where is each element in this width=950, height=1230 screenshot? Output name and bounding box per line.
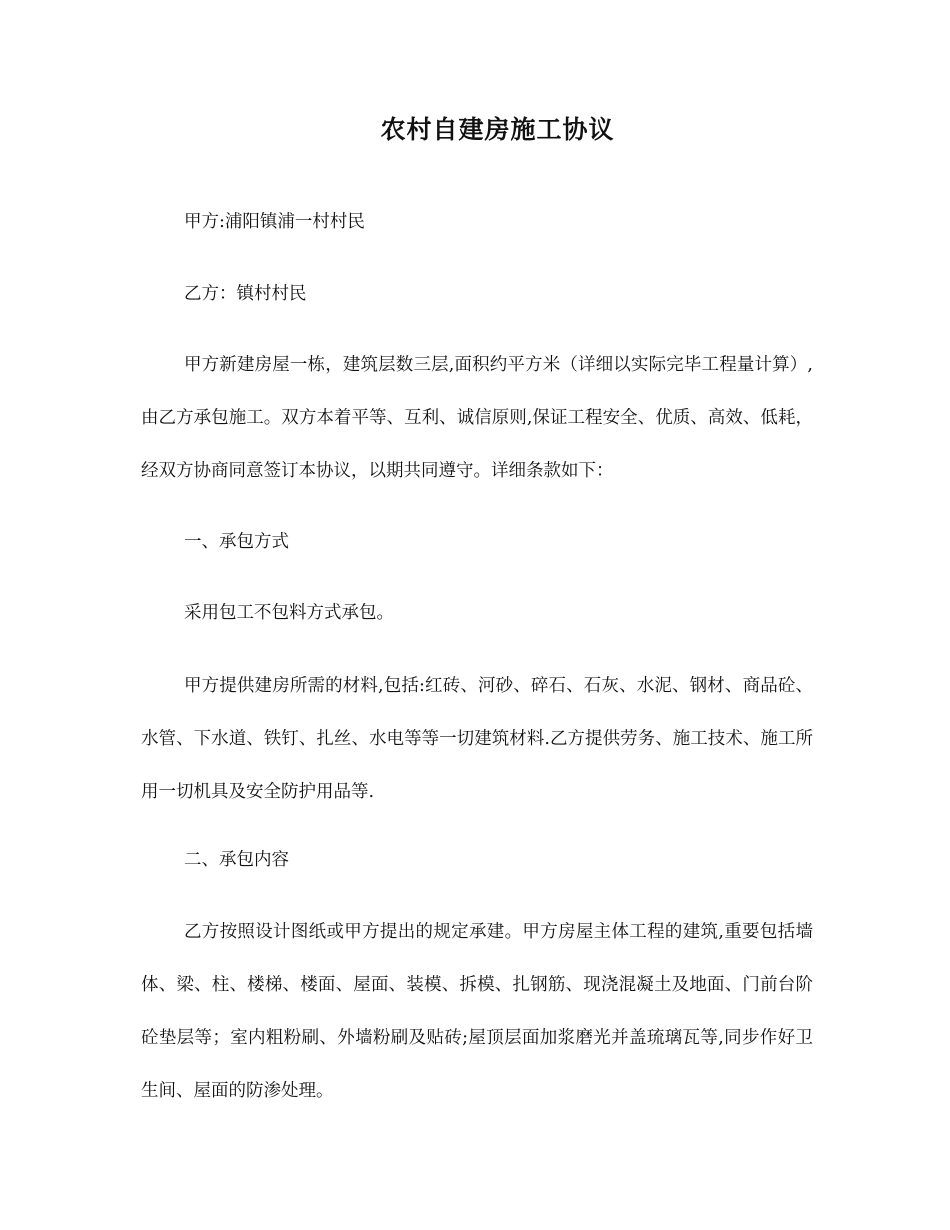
intro-paragraph: 甲方新建房屋一栋，建筑层数三层,面积约平方米（详细以实际完毕工程量计算）,由乙方承包施工。双方本着平等、互利、诚信原则,保证工程安全、优质、高效、低耗，经双方协商同意签订本协议，以期共同遵守。详细条款如下： — [141, 355, 813, 481]
section-heading-contract-mode: 一、承包方式 — [184, 532, 289, 552]
party-a-line: 甲方:浦阳镇浦一村村民 — [184, 212, 365, 232]
materials-paragraph: 甲方提供建房所需的材料,包括:红砖、河砂、碎石、石灰、水泥、钢材、商品砼、水管、下水道、铁钉、扎丝、水电等等一切建筑材料.乙方提供劳务、施工技术、施工所用一切机具及安全防护用品等. — [141, 676, 813, 802]
contract-content-paragraph: 乙方按照设计图纸或甲方提出的规定承建。甲方房屋主体工程的建筑,重要包括墙体、梁、柱、楼梯、楼面、屋面、装模、拆模、扎钢筋、现浇混凝土及地面、门前台阶砼垫层等；室内粗粉刷、外墙粉刷及贴砖;屋顶层面加浆磨光并盖琉璃瓦等,同步作好卫生间、屋面的防渗处理。 — [141, 922, 813, 1101]
document-title: 农村自建房施工协议 — [380, 115, 615, 144]
party-b-line: 乙方：镇村村民 — [184, 284, 307, 304]
contract-mode-paragraph: 采用包工不包料方式承包。 — [184, 603, 394, 623]
section-heading-contract-content: 二、承包内容 — [184, 850, 289, 870]
